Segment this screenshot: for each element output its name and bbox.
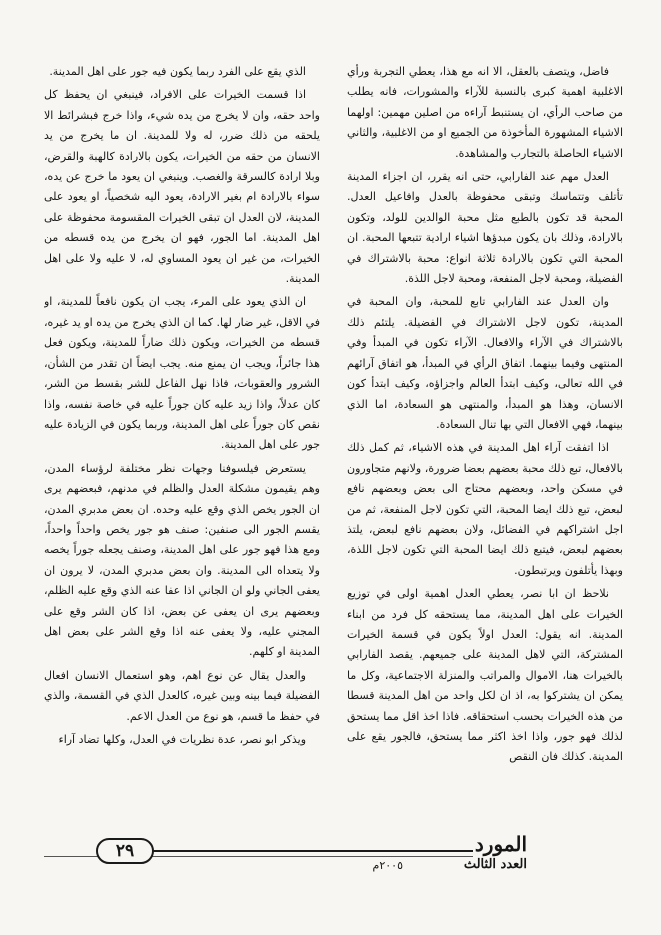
paragraph: ان الذي يعود على المرء، يجب ان يكون نافعاً للمدينة، او في الاقل، غير ضار لها. كما ان الذي يخرج من يده او يد غيره، قسطه من الخيرات، ويكون ذلك ضاراً للمدينة، ويكون فعل هذا جائراً، ويجب ان يمنع منه. يجب ايضاً ان تقدر من الشأن، الشرور والعقوبات، فاذا نهل الفاعل للشر بقسط من الشر، كان عدلاً، واذا زيد عليه كان جوراً عليه في خاصة نفسه، واذا نقص كان جوراً على اهل المدينة، وربما يكون في الزيادة عليه جور على اهل المدينة.: [44, 295, 320, 452]
paragraph: اذا قسمت الخيرات على الافراد، فينبغي ان يحفظ كل واحد حقه، وان لا يخرج من يده شيء، واذا خرج فبشرائط الا يلحقه من ذلك ضرر، له ولا للمدينة. ان ما يخرج من يد الانسان من حقه من الخيرات، يكون بالارادة كالهبة والقرض، وبلا ارادة كالسرقة والغصب. وينبغي ان يعود ما خرج عن يده، سواء بالارادة ام بغير الارادة، يعود اليه شخصياً، او يعود على المدينة، لان العدل ان تبقى الخيرات المقسومة محفوظة على اهل المدينة. اما الجور، فهو ان يخرج من يده قسطه من الخيرات، من غير ان يعود المساوي له، لا عليه ولا على اهل المدينة.: [44, 88, 320, 286]
right-column: [347, 62, 623, 822]
text-columns: [44, 62, 623, 822]
magazine-name: المورد: [474, 832, 527, 856]
paragraph: نلاحظ ان ابا نصر، يعطي العدل اهمية اولى في توزيع الخيرات على اهل المدينة، مما يستحقه كل فرد من ابناء المدينة. انه يقول: العدل اولاً يكون في قسمة الخيرات المشتركة، التي لاهل المدينة على جميعهم. يقصد الفارابي بالخيرات هنا، الاموال والمراتب والمنزلة الاجتماعية، وكل ما يمكن ان يشتركوا به، اذ ان لكل واحد من اهل المدينة قسطا من هذه الخيرات بحسب استحقاقه. فاذا اخذ اقل مما يستحق لذلك فهو جور، واذا اخذ اكثر مما يستحق، فالجور يقع على المدينة. كذلك فان النقص: [347, 587, 623, 764]
paragraph: والعدل يقال عن نوع اهم، وهو استعمال الانسان افعال الفضيلة فيما بينه وبين غيره، كالعدل الذي في القسمة، والذي في حفظ ما قسم، هو نوع من العدل الاعم.: [44, 668, 320, 723]
paragraph: الذي يقع على الفرد ربما يكون فيه جور على اهل المدينة.: [49, 65, 306, 78]
issue-date: ٢٠٠٥م: [372, 859, 403, 872]
paragraph: اذا اتفقت آراء اهل المدينة في هذه الاشياء، ثم كمل ذلك بالافعال، تبع ذلك محبة بعضهم بعضا ضرورة، ولانهم متجاورون في مسكن واحد، وبعضهم محتاج الى بعض وبعضهم نافع لبعض، تبع ذلك ايضا المحبة، التي تكون لاجل المنفعة، ثم من اجل اشتراكهم في الفضائل، ولان بعضهم نافع لبعض، يلتذ بعضهم لبعض، فيتبع ذلك ايضا المحبة التي تكون لاجل اللذة، وبهذا يأتلفون ويرتبطون.: [347, 441, 623, 577]
paragraph: فاضل، ويتصف بالعقل، الا انه مع هذا، يعطي التجربة ورأي الاغلبية اهمية كبرى بالنسبة للآراء والمشورات، فانه يطلب من صاحب الرأي، ان يستنبط آراءه من اصلين مهمين: اولهما الاشياء المشهورة المأخوذة من الجميع او من الاغلبية، والثاني الاشياء الحاصلة بالتجارب والمشاهدة.: [347, 65, 623, 160]
paragraph: ويذكر ابو نصر، عدة نظريات في العدل، وكلها تضاد آراء: [58, 733, 306, 746]
paragraph: وان العدل عند الفارابي تابع للمحبة، وان المحبة في المدينة، تكون لاجل الاشتراك في الفضيلة. يلتئم ذلك بالاشتراك في الآراء والافعال. الآراء تكون في المبدأ وفي المنتهى وفيما بينهما. اتفاق الرأي في المبدأ، هو اتفاق آرائهم في الله تعالى، وكيف ابتدأ العالم واجزاؤه، وكيف ابتدأ كون الانسان، وهذا هو المبدأ، والمنتهى هو السعادة، اما الذي بينهما، فهي الافعال التي بها تنال السعادة.: [347, 295, 623, 431]
page-footer: [44, 832, 623, 892]
paragraph: العدل مهم عند الفارابي، حتى انه يقرر، ان اجزاء المدينة تأتلف وتتماسك وتبقى محفوظة بالعدل وافاعيل العدل. المحبة قد تكون بالطبع مثل محبة الوالدين للولد، وتكون بالارادة، وذلك بان يكون مبدؤها اشياء ارادية تتبعها المحبة. ان المحبة التي تكون بالارادة ثلاثة انواع: محبة بالاشتراك في الفضيلة، ومحبة لاجل المنفعة، ومحبة لاجل اللذة.: [347, 170, 623, 286]
left-column: [44, 62, 320, 822]
page-number: ٢٩: [96, 838, 154, 864]
issue-label: العدد الثالث: [463, 857, 527, 872]
paragraph: يستعرض فيلسوفنا وجهات نظر مختلفة لرؤساء المدن، وهم يقيمون مشكلة العدل والظلم في مدنهم، فبعضهم يرى ان الجور يخص الذي وقع عليه وحده. ان بعض مدبري المدن، يقسم الجور الى صنفين: صنف هو جور يخص واحداً واحداً، ومع هذا فهو جور على اهل المدينة، وصنف يجعله جوراً يخصه ولا يتعداه الى المدينة. وان بعض مدبري المدن، لا يرون ان يعفى الجاني ولو ان الجاني اذا عفا عنه الذي وقع عليه الظلم، وبعضهم يرى ان يعفى عن بعض، اذا كان الشر وقع على المجني عليه، ولا يعفى عنه اذا وقع الشر على بعض اهل المدينة او كلهم.: [44, 461, 320, 659]
footer-rule: [152, 850, 473, 852]
